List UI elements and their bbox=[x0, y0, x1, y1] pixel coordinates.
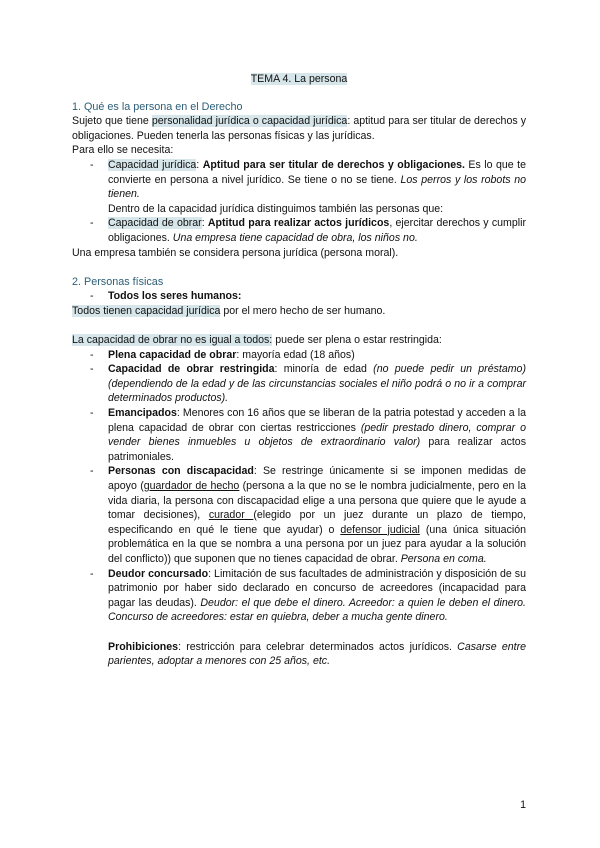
list-item-restringida: - Capacidad de obrar restringida: minoría de edad (no puede pedir un préstamo) (dependiendo de la edad y de las circunstancias sociales el niño podrá o no ir a comprar determinados productos). bbox=[90, 363, 526, 405]
list-item-capacidad-obrar: - Capacidad de obrar: Aptitud para realizar actos jurídicos, ejercitar derechos y cumplir obligaciones. Una empresa tiene capacidad de obra, los niños no. bbox=[90, 217, 527, 244]
s2-paragraph-2: La capacidad de obrar no es igual a todos: puede ser plena o estar restringida: bbox=[72, 334, 442, 347]
document-title: TEMA 4. La persona bbox=[250, 73, 348, 85]
s1-paragraph-3: Una empresa también se considera persona jurídica (persona moral). bbox=[72, 246, 399, 259]
s2-list-top bbox=[72, 289, 526, 304]
list-item-seres-humanos: - Todos los seres humanos: bbox=[90, 290, 242, 303]
s1-list bbox=[72, 158, 526, 246]
s1-paragraph-2: Para ello se necesita: bbox=[72, 144, 174, 157]
s2-list bbox=[72, 348, 526, 625]
list-item-deudor: - Deudor concursado: Limitación de sus facultades de administración y disposición de su patrimonio por haber sido declarado en concurso de acreedores (incapacidad para pagar las deudas). Deudor: el que debe el dinero. Acreedor: a quien le deben el dinero. Concurso de acreedores: estar en quiebra, deber a mucha gente dinero. bbox=[90, 567, 526, 624]
list-item-emancipados: - Emancipados: Menores con 16 años que se liberan de la patria potestad y acceden a la plena capacidad de obrar con ciertas restricciones (pedir prestado dinero, comprar o vender bienes inmuebles u objetos de extraordinario valor) para realizar actos patrimoniales. bbox=[90, 407, 526, 463]
list-item-discapacidad: - Personas con discapacidad: Se restringe únicamente si se imponen medidas de apoyo (guardador de hecho (persona a la que no se le nombra judicialmente, pero en la vida diaria, la persona con discapacidad elige a una persona que quiere que le ayude a tomar decisiones), curador (elegido por un juez durante un plazo de tiempo, especificando en qué le tiene que ayudar) o defensor judicial (una única situación problemática en la que se nombra a una persona por un juez para ayudar a la solución del conflicto)) que suponen que no tienes capacidad de obrar. Persona en coma. bbox=[90, 465, 527, 565]
document-page bbox=[72, 72, 526, 669]
list-subtext: Dentro de la capacidad jurídica distinguimos también las personas que: bbox=[108, 202, 444, 215]
list-item-plena: - Plena capacidad de obrar: mayoría edad (18 años) bbox=[90, 348, 355, 361]
s1-paragraph-1: Sujeto que tiene personalidad jurídica o capacidad jurídica: aptitud para ser titular de derechos y obligaciones. Pueden tenerla las personas físicas y las jurídicas. bbox=[72, 115, 527, 142]
s2-paragraph-1: Todos tienen capacidad jurídica por el mero hecho de ser humano. bbox=[72, 304, 386, 317]
page-number: 1 bbox=[520, 799, 526, 811]
prohibiciones-paragraph: Prohibiciones: restricción para celebrar determinados actos jurídicos. Casarse entre parientes, adoptar a menores con 25 años, etc. bbox=[108, 640, 526, 668]
list-item-capacidad-juridica: - Capacidad jurídica: Aptitud para ser titular de derechos y obligaciones. Es lo que te convierte en persona a nivel jurídico. Se tiene o no se tiene. Los perros y los robots no tienen. bbox=[90, 158, 527, 201]
section-2-heading: 2. Personas físicas bbox=[72, 275, 164, 288]
section-1-heading: 1. Qué es la persona en el Derecho bbox=[72, 100, 243, 113]
